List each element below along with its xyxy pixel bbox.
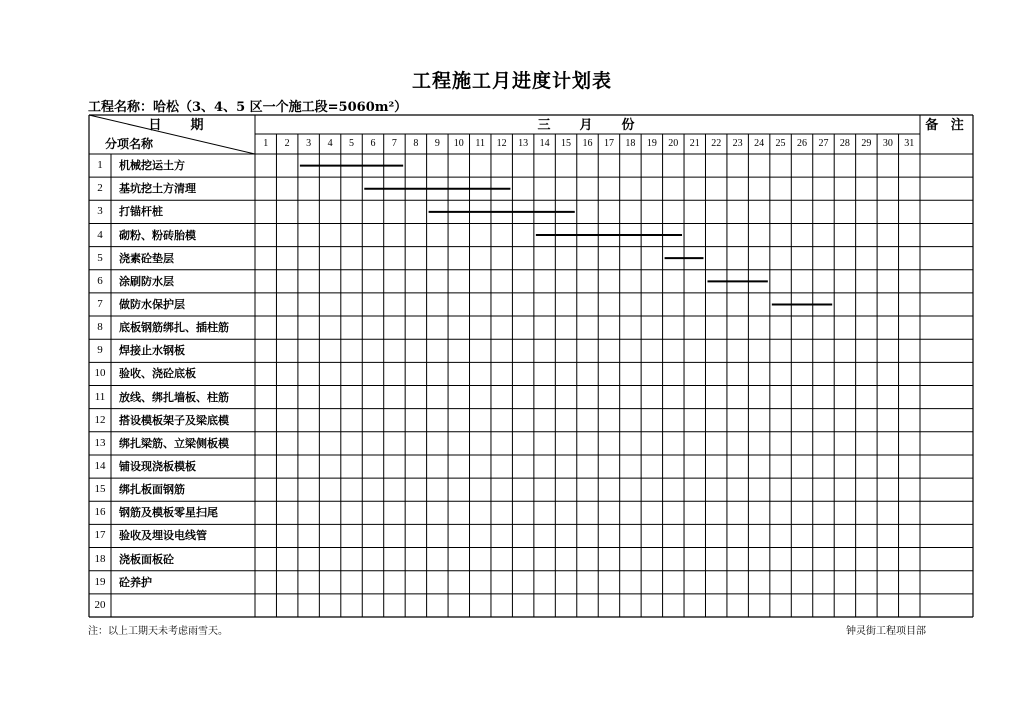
- day-header-13: 13: [518, 138, 529, 149]
- day-header-21: 21: [689, 138, 700, 149]
- day-header-18: 18: [625, 138, 636, 149]
- task-name: 砌粉、粉砖胎模: [119, 228, 196, 242]
- day-header-27: 27: [818, 138, 829, 149]
- row-number: 13: [94, 436, 106, 449]
- row-number: 2: [97, 182, 103, 195]
- row-number: 14: [94, 460, 106, 472]
- header-item-label: 分项名称: [105, 137, 154, 151]
- day-header-6: 6: [370, 138, 376, 149]
- row-number: 9: [97, 344, 103, 357]
- day-header-16: 16: [582, 138, 593, 149]
- row-number: 3: [97, 205, 103, 218]
- day-header-31: 31: [904, 138, 915, 149]
- task-name: 搭设模板架子及梁底模: [119, 413, 229, 427]
- project-name: 工程名称：哈松（3、4、5 区一个施工段=5060m²）: [88, 100, 408, 115]
- row-number: 15: [94, 483, 106, 496]
- row-number: 1: [97, 159, 103, 172]
- task-name: 机械挖运土方: [119, 159, 185, 173]
- day-header-26: 26: [797, 138, 807, 149]
- day-header-10: 10: [453, 138, 464, 149]
- day-header-30: 30: [882, 138, 893, 149]
- task-name: 绑扎板面钢筋: [119, 483, 185, 497]
- row-number: 20: [94, 598, 106, 611]
- header-date-label: 日 期: [148, 117, 212, 133]
- header-remarks-label: 备 注: [925, 117, 968, 133]
- task-name: 绑扎梁筋、立梁侧板模: [119, 436, 229, 450]
- header-month-label: 三 月 份: [537, 117, 643, 133]
- row-number: 19: [94, 575, 106, 588]
- footer-department: 钟灵街工程项目部: [846, 626, 926, 637]
- day-header-29: 29: [861, 138, 872, 149]
- row-number: 4: [97, 228, 103, 241]
- page-title: 工程施工月进度计划表: [411, 70, 612, 92]
- task-name: 砼养护: [119, 575, 152, 589]
- row-number: 11: [94, 390, 106, 403]
- task-name: 铺设现浇板模板: [119, 460, 196, 473]
- day-header-20: 20: [668, 138, 679, 149]
- day-header-3: 3: [306, 138, 312, 149]
- task-name: 焊接止水钢板: [119, 344, 185, 358]
- task-name: 浇素砼垫层: [119, 251, 174, 265]
- task-name: 基坑挖土方清理: [119, 182, 196, 196]
- day-header-7: 7: [391, 138, 397, 149]
- day-header-12: 12: [496, 138, 507, 149]
- row-number: 18: [94, 552, 106, 565]
- task-name: 浇板面板砼: [119, 552, 174, 566]
- task-name: 做防水保护层: [119, 297, 185, 311]
- day-header-5: 5: [349, 138, 355, 149]
- day-header-25: 25: [775, 138, 786, 149]
- day-header-24: 24: [754, 138, 765, 149]
- row-number: 16: [94, 506, 106, 519]
- task-name: [111, 594, 255, 617]
- day-header-14: 14: [539, 138, 550, 149]
- row-number: 10: [94, 367, 106, 380]
- task-name: 验收及埋设电线管: [119, 529, 207, 543]
- task-name: 底板钢筋绑扎、插柱筋: [119, 321, 229, 335]
- task-name: 验收、浇砼底板: [119, 367, 196, 381]
- day-header-19: 19: [646, 138, 657, 149]
- day-header-17: 17: [603, 138, 614, 149]
- day-header-28: 28: [839, 138, 850, 149]
- task-name: 涂刷防水层: [119, 274, 174, 288]
- row-number: 7: [97, 297, 103, 310]
- footer-note: 注：以上工期天未考虑雨雪天。: [88, 626, 228, 637]
- row-number: 8: [97, 321, 103, 334]
- day-header-23: 23: [732, 138, 743, 149]
- row-number: 6: [97, 274, 103, 287]
- day-header-22: 22: [711, 138, 722, 149]
- day-header-15: 15: [561, 138, 572, 149]
- row-number: 12: [94, 413, 106, 426]
- day-header-4: 4: [327, 138, 333, 149]
- day-header-1: 1: [263, 138, 269, 149]
- day-header-2: 2: [284, 138, 290, 149]
- day-header-11: 11: [475, 138, 486, 149]
- row-number: 17: [94, 529, 106, 542]
- task-name: 放线、绑扎墙板、柱筋: [119, 390, 229, 404]
- day-header-9: 9: [434, 138, 440, 149]
- task-name: 打锚杆桩: [119, 205, 163, 219]
- task-name: 钢筋及模板零星扫尾: [119, 506, 218, 520]
- row-number: 5: [97, 251, 103, 264]
- day-header-8: 8: [413, 138, 419, 149]
